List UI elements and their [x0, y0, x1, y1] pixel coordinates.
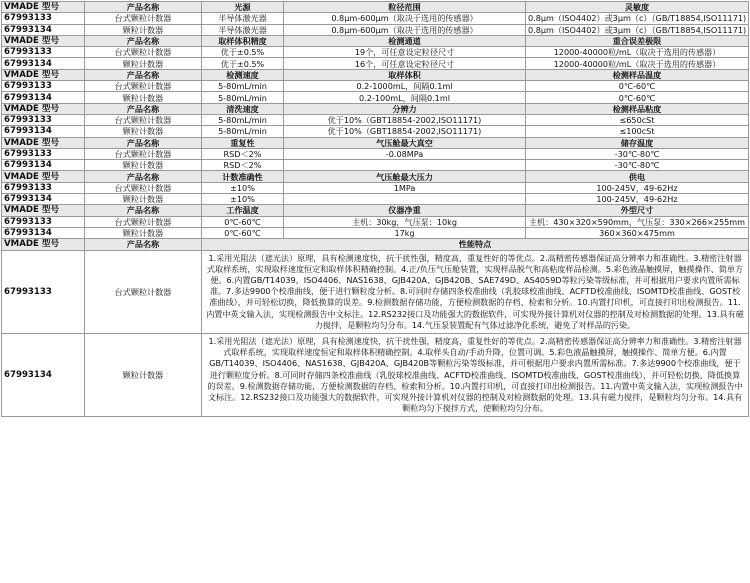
model-column-header: VMADE 型号: [2, 2, 85, 13]
product-name: 台式颗粒计数器: [85, 114, 202, 125]
spec-header-cell: 供电: [526, 171, 749, 182]
spec-data-row: [2, 148, 749, 159]
model-number: 67993134: [2, 227, 85, 238]
spec-value: 0℃-60℃: [526, 92, 749, 103]
spec-value: [284, 194, 526, 205]
spec-table: [1, 1, 749, 417]
spec-data-row: [2, 47, 749, 58]
spec-value: 0.2-1000mL，间隔0.1ml: [284, 81, 526, 92]
spec-value: [284, 160, 526, 171]
product-name: 台式颗粒计数器: [85, 47, 202, 58]
spec-header-cell: 光源: [202, 2, 284, 13]
product-name-header: 产品名称: [85, 69, 202, 80]
product-name-header: 产品名称: [85, 239, 202, 250]
product-name: 颗粒计数器: [85, 160, 202, 171]
model-number: 67993134: [2, 58, 85, 69]
spec-data-row: [2, 227, 749, 238]
spec-value: 0.8μm（ISO4402）或3μm（c）（GB/T18854,ISO11171): [526, 24, 749, 35]
spec-header-cell: 外型尺寸: [526, 205, 749, 216]
spec-header-row: [2, 205, 749, 216]
product-name-header: 产品名称: [85, 103, 202, 114]
spec-value: -30℃-80℃: [526, 160, 749, 171]
spec-value: ≤100cSt: [526, 126, 749, 137]
spec-value: 16个，可任意设定粒径尺寸: [284, 58, 526, 69]
spec-header-cell: 灵敏度: [526, 2, 749, 13]
spec-header-cell: 仪器净重: [284, 205, 526, 216]
spec-header-row: [2, 171, 749, 182]
product-name: 颗粒计数器: [85, 333, 202, 416]
spec-data-row: [2, 194, 749, 205]
spec-data-row: [2, 216, 749, 227]
spec-value: 19个，可任意设定粒径尺寸: [284, 47, 526, 58]
model-number: 67993134: [2, 160, 85, 171]
spec-value: 0.8μm-600μm（取决于选用的传感器）: [284, 13, 526, 24]
spec-value: 优于10%（GBT18854-2002,ISO11171): [284, 114, 526, 125]
model-column-header: VMADE 型号: [2, 35, 85, 46]
spec-value: 12000-40000粒/mL（取决于选用的传感器）: [526, 47, 749, 58]
spec-header-cell: 检测速度: [202, 69, 284, 80]
spec-data-row: [2, 81, 749, 92]
spec-value: 0℃-60℃: [202, 216, 284, 227]
spec-header-row: [2, 137, 749, 148]
model-column-header: VMADE 型号: [2, 171, 85, 182]
model-number: 67993133: [2, 81, 85, 92]
spec-value: 5-80mL/min: [202, 81, 284, 92]
model-number: 67993133: [2, 216, 85, 227]
product-name: 颗粒计数器: [85, 92, 202, 103]
product-name: 台式颗粒计数器: [85, 250, 202, 333]
spec-value: ±10%: [202, 182, 284, 193]
spec-value: 17kg: [284, 227, 526, 238]
spec-value: 半导体激光器: [202, 13, 284, 24]
spec-data-row: [2, 160, 749, 171]
features-text: 1.采用光阻法（遮光法）原理，具有检测速度快，抗干扰性强，精度高，重复性好的等优点。2.高精密传感器保证高分辨率力和准确性。3.精密注射器式取样系统，实现取样速度恒定和取样体积精确控制。4.正/负压气压舱装置，实现样品脱气和高粘度样品检测。5.彩色液晶触摸屏，触摸操作、简单方便。6.内置GB/T14039、ISO4406、NAS1638、GJB420A、GJB420B、SAE749D、AS4059D等粒污染等级标准，并可根据用户要求内置所需标准。7.多达9900个校准曲线，便于进行颗粒度分析。8.可同时存储四条校准曲线（乳胶球校准曲线、ACFTD校准曲线、ISOMTD校准曲线、GOST校准曲线），并可轻松切换，降低换算的误差。9.检测数据存储功能，方便检测数据的存档、检索和分析。10.内置打印机，可直接打印出检测报告。11.内置中英文输入法，实现检测报告中文标注。12.RS232接口及功能强大的数据软件，可实现外接计算机对仪器的控制及对检测数据的处理。13.具有磁力搅拌，是颗粒均匀分布。14.气压泵装置配有气体过滤净化系统，避免了对样品的污染。: [202, 250, 749, 333]
model-number: 67993133: [2, 47, 85, 58]
spec-value: 优于±0.5%: [202, 47, 284, 58]
spec-header-cell: 检测样品粘度: [526, 103, 749, 114]
features-text: 1.采用光阻法（遮光法）原理，具有检测速度快，抗干扰性强，精度高，重复性好的等优点。2.高精密传感器保证高分辨率力和准确性。3.精密注射器式取样系统，实现取样速度恒定和取样体积精确控制。4.取样头自动/手动升降，位置可调。5.彩色液晶触摸屏，触摸操作、简单方便。6.内置GB/T14039、ISO4406、NAS1638、GJB420A、GJB420B等颗粒污染等级标准，并可根据用户要求内置所需标准。7.多达9900个校准曲线，便于进行颗粒度分析。8.可同时存储四条校准曲线（乳胶球校准曲线、ACFTD校准曲线、ISOMTD校准曲线、GOST校准曲线），并可轻松切换，降低换算的误差。9.检测数据存储功能，方便检测数据的存档、检索和分析。10.内置打印机，可直接打印出检测报告。11.内置中英文输入法，实现检测报告中文标注。12.RS232接口及功能强大的数据软件，可实现外接计算机对仪器的控制及对检测数据的处理。13.具有磁力搅拌，是颗粒均匀分布。14.具有颗粒均匀下搅拌方式，使颗粒均匀分布。: [202, 333, 749, 416]
spec-value: RSD＜2%: [202, 148, 284, 159]
spec-value: 5-80mL/min: [202, 92, 284, 103]
spec-value: ±10%: [202, 194, 284, 205]
spec-value: -0.08MPa: [284, 148, 526, 159]
spec-header-cell: 粒径范围: [284, 2, 526, 13]
spec-value: 主机：30kg，气压泵：10kg: [284, 216, 526, 227]
product-name-header: 产品名称: [85, 137, 202, 148]
product-name: 颗粒计数器: [85, 126, 202, 137]
spec-header-cell: 计数准确性: [202, 171, 284, 182]
spec-data-row: [2, 58, 749, 69]
spec-data-row: [2, 24, 749, 35]
model-number: 67993134: [2, 126, 85, 137]
product-name: 颗粒计数器: [85, 58, 202, 69]
features-header: 性能特点: [202, 239, 749, 250]
spec-value: 100-245V，49-62Hz: [526, 194, 749, 205]
spec-value: -30℃-80℃: [526, 148, 749, 159]
spec-value: 0℃-60℃: [202, 227, 284, 238]
spec-header-cell: 取样体积精度: [202, 35, 284, 46]
product-name: 台式颗粒计数器: [85, 216, 202, 227]
model-column-header: VMADE 型号: [2, 69, 85, 80]
spec-header-cell: 储存温度: [526, 137, 749, 148]
model-number: 67993134: [2, 333, 85, 416]
product-name-header: 产品名称: [85, 2, 202, 13]
spec-header-row: [2, 69, 749, 80]
spec-data-row: [2, 13, 749, 24]
model-column-header: VMADE 型号: [2, 137, 85, 148]
features-row: [2, 250, 749, 333]
spec-value: 优于±0.5%: [202, 58, 284, 69]
model-column-header: VMADE 型号: [2, 205, 85, 216]
model-number: 67993133: [2, 250, 85, 333]
spec-value: 5-80mL/min: [202, 126, 284, 137]
spec-value: 0.8μm-600μm（取决于选用的传感器）: [284, 24, 526, 35]
spec-header-cell: 气压舱最大真空: [284, 137, 526, 148]
spec-data-row: [2, 126, 749, 137]
model-column-header: VMADE 型号: [2, 239, 85, 250]
product-name: 台式颗粒计数器: [85, 81, 202, 92]
spec-value: RSD＜2%: [202, 160, 284, 171]
spec-header-cell: 重合误差极限: [526, 35, 749, 46]
spec-data-row: [2, 92, 749, 103]
spec-value: 半导体激光器: [202, 24, 284, 35]
product-name: 颗粒计数器: [85, 24, 202, 35]
spec-value: 0℃-60℃: [526, 81, 749, 92]
features-header-row: [2, 239, 749, 250]
model-number: 67993134: [2, 24, 85, 35]
spec-value: 优于10%（GBT18854-2002,ISO11171): [284, 126, 526, 137]
spec-header-cell: 检测通道: [284, 35, 526, 46]
spec-data-row: [2, 182, 749, 193]
spec-value: 0.2-100mL，间隔0.1ml: [284, 92, 526, 103]
product-name: 颗粒计数器: [85, 194, 202, 205]
spec-value: 100-245V，49-62Hz: [526, 182, 749, 193]
model-number: 67993133: [2, 13, 85, 24]
product-name: 台式颗粒计数器: [85, 182, 202, 193]
product-name: 台式颗粒计数器: [85, 13, 202, 24]
features-row: [2, 333, 749, 416]
spec-header-cell: 分辨力: [284, 103, 526, 114]
spec-header-cell: 取样体积: [284, 69, 526, 80]
spec-value: 1MPa: [284, 182, 526, 193]
spec-header-cell: 气压舱最大压力: [284, 171, 526, 182]
spec-data-row: [2, 114, 749, 125]
spec-header-cell: 清洗速度: [202, 103, 284, 114]
spec-header-row: [2, 2, 749, 13]
spec-header-row: [2, 35, 749, 46]
product-name-header: 产品名称: [85, 171, 202, 182]
spec-value: 0.8μm（ISO4402）或3μm（c）（GB/T18854,ISO11171): [526, 13, 749, 24]
spec-value: 5-80mL/min: [202, 114, 284, 125]
product-name: 颗粒计数器: [85, 227, 202, 238]
spec-value: 主机：430×320×590mm，气压泵：330×266×255mm: [526, 216, 749, 227]
spec-table-body: [2, 2, 749, 417]
model-number: 67993133: [2, 148, 85, 159]
model-number: 67993133: [2, 114, 85, 125]
model-number: 67993134: [2, 194, 85, 205]
spec-header-row: [2, 103, 749, 114]
spec-header-cell: 重复性: [202, 137, 284, 148]
product-name-header: 产品名称: [85, 205, 202, 216]
product-name-header: 产品名称: [85, 35, 202, 46]
model-number: 67993133: [2, 182, 85, 193]
model-number: 67993134: [2, 92, 85, 103]
spec-value: 12000-40000粒/mL（取决于选用的传感器）: [526, 58, 749, 69]
model-column-header: VMADE 型号: [2, 103, 85, 114]
product-name: 台式颗粒计数器: [85, 148, 202, 159]
spec-value: 360×360×475mm: [526, 227, 749, 238]
spec-header-cell: 检测样品温度: [526, 69, 749, 80]
spec-header-cell: 工作温度: [202, 205, 284, 216]
spec-value: ≤650cSt: [526, 114, 749, 125]
